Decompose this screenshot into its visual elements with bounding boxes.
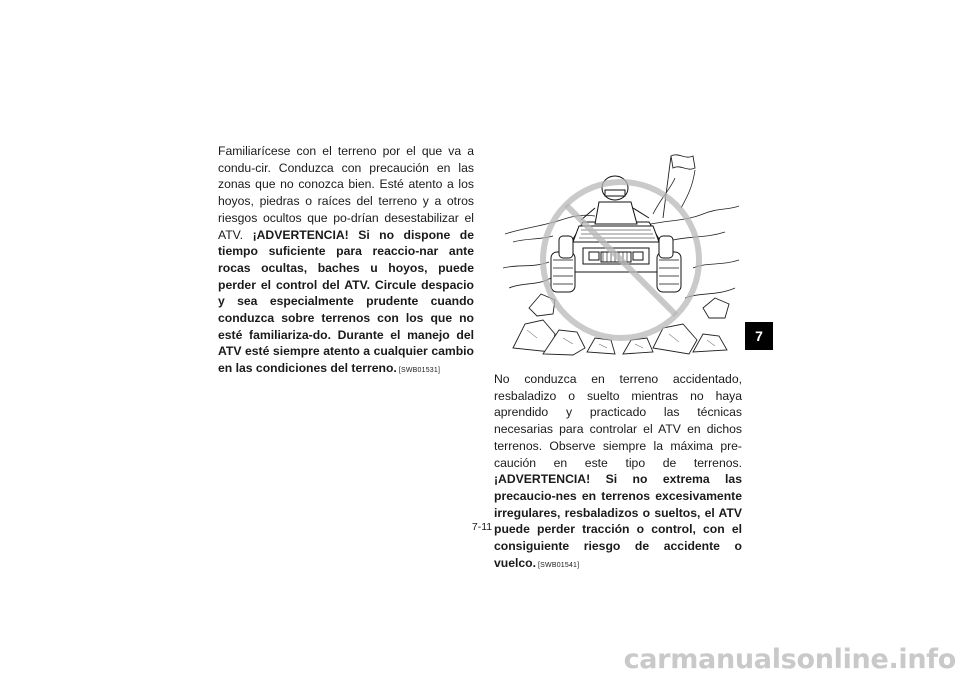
right-warning-code: [SWB01541]	[538, 561, 580, 569]
prohibited-atv-rough-terrain-icon	[503, 148, 741, 356]
left-column	[218, 143, 474, 380]
watermark: carmanualsonline.info	[623, 644, 956, 675]
left-warning-code: [SWB01531]	[398, 367, 441, 375]
left-warning-text: ¡ADVERTENCIA! Si no dispone de tiempo suficiente para reaccio-nar ante rocas ocultas, baches u hoyos, puede perder el control del ATV. Circule despacio y sea especialmente prudente cuando conduzca sobre terrenos con los que no esté familiariza-do. Durante el manejo del ATV esté siempre atento a cualquier cambio en las condiciones del terreno.	[218, 227, 474, 376]
page-number: 7-11	[471, 521, 493, 533]
right-intro-text: No conduzca en terreno accidentado, resbaladizo o suelto mientras no haya aprendido y practicado las técnicas necesarias para controlar el ATV en dichos terrenos. Observe siempre la máxima pre-caución en este tipo de terrenos.	[494, 372, 742, 470]
right-column	[494, 371, 742, 574]
right-warning-text: ¡ADVERTENCIA! Si no extrema las precaucio-nes en terrenos excesivamente irregulares, resbaladizos o sueltos, el ATV puede perder tracción o control, con el consiguiente riesgo de accidente o vuelco.	[494, 472, 742, 570]
left-intro-text: Familiarícese con el terreno por el que va a condu-cir. Conduzca con precaución en las zonas que no conozca bien. Esté atento a los hoyos, piedras o raíces del terreno y a otros riesgos ocultos que po-drían desestabilizar el ATV.	[218, 144, 474, 242]
chapter-tab: 7	[745, 322, 773, 350]
